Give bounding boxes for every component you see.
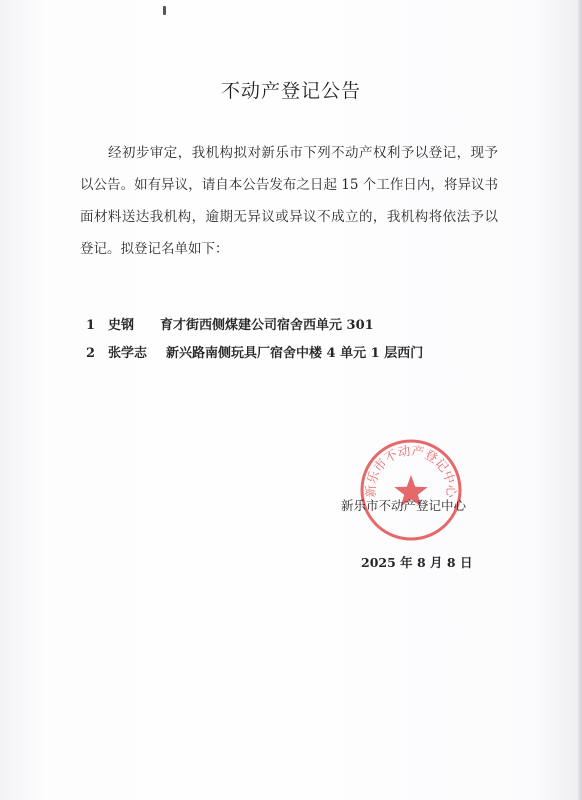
announcement-body: 经初步审定，我机构拟对新乐市下列不动产权利予以登记，现予以公告。如有异议，请自本公告发布之日起 15 个工作日内，将异议书面材料送达我机构，逾期无异议或异议不成立的，我机构将依法予以登记。拟登记名单如下： xyxy=(80,145,498,257)
list-item-address: 新兴路南侧玩具厂宿舍中楼 4 单元 1 层西门 xyxy=(166,346,424,361)
scan-speck xyxy=(163,6,166,15)
list-item-name: 史钢 xyxy=(108,318,135,333)
page-title: 不动产登记公告 xyxy=(220,80,361,102)
issuer-name: 新乐市不动产登记中心 xyxy=(341,498,467,513)
list-item xyxy=(86,342,526,370)
list-item-number: 2 xyxy=(86,346,96,361)
registration-list xyxy=(86,314,526,370)
official-seal xyxy=(358,437,464,543)
issue-date: 2025 年 8 月 8 日 xyxy=(361,555,473,570)
list-item xyxy=(86,314,526,342)
list-item-address: 育才街西侧煤建公司宿舍西单元 301 xyxy=(160,318,374,333)
list-item-name: 张学志 xyxy=(108,346,148,361)
page-edge-shadow xyxy=(578,0,582,800)
list-item-number: 1 xyxy=(86,318,96,333)
seal-text: 新乐市不动产登记中心 xyxy=(362,442,460,498)
